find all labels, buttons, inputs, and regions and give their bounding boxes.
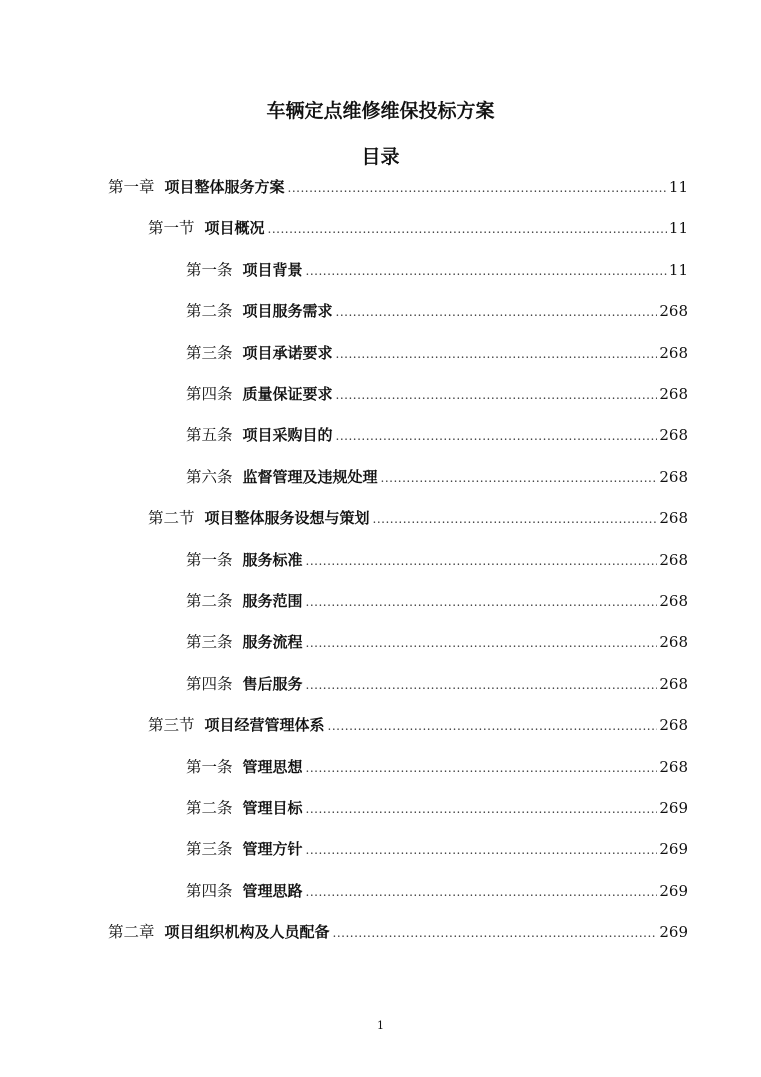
toc-entry-page: 268 xyxy=(659,509,688,528)
toc-dot-leader xyxy=(328,715,658,737)
toc-entry[interactable] xyxy=(186,631,688,653)
toc-entry[interactable] xyxy=(186,259,688,281)
toc-entry-page: 268 xyxy=(659,716,688,735)
toc-entry-title: 管理思路 xyxy=(242,881,303,900)
toc-dot-leader xyxy=(306,260,667,282)
toc-entry-page: 11 xyxy=(668,178,688,196)
toc-entry-number: 第三节 xyxy=(148,716,195,735)
toc-entry-number: 第二条 xyxy=(186,592,233,610)
toc-dot-leader xyxy=(381,467,658,489)
toc-entry[interactable] xyxy=(148,217,688,239)
toc-entry-page: 269 xyxy=(659,799,688,817)
toc-entry[interactable] xyxy=(148,714,688,736)
toc-dot-leader xyxy=(306,798,658,820)
toc-dot-leader xyxy=(306,881,658,903)
toc-dot-leader xyxy=(336,301,658,323)
toc-entry-page: 268 xyxy=(659,343,688,362)
toc-entry[interactable] xyxy=(186,590,688,612)
toc-entry-title: 服务标准 xyxy=(242,550,303,569)
toc-entry-page: 269 xyxy=(659,881,688,900)
toc-entry-page: 269 xyxy=(659,840,688,859)
toc-entry-title: 质量保证要求 xyxy=(242,385,333,403)
toc-entry-number: 第一条 xyxy=(186,260,233,279)
toc-entry-title: 服务流程 xyxy=(242,633,303,652)
toc-dot-leader xyxy=(268,218,667,240)
toc-entry-number: 第二条 xyxy=(186,302,233,321)
toc-entry[interactable] xyxy=(186,838,688,860)
toc-dot-leader xyxy=(306,757,658,779)
toc-entry-number: 第四条 xyxy=(186,385,233,403)
toc-entry-number: 第四条 xyxy=(186,674,233,693)
toc-entry-title: 项目组织机构及人员配备 xyxy=(164,923,330,942)
toc-entry-page: 268 xyxy=(659,592,688,610)
toc-dot-leader xyxy=(306,839,658,861)
toc-entry[interactable] xyxy=(108,176,688,198)
toc-dot-leader xyxy=(333,922,658,944)
toc-entry-title: 项目概况 xyxy=(204,219,265,238)
toc-entry[interactable] xyxy=(186,424,688,446)
toc-entry[interactable] xyxy=(186,342,688,364)
page-number: 1 xyxy=(377,1019,384,1032)
toc-entry-title: 项目背景 xyxy=(242,260,303,279)
toc-entry-title: 项目整体服务设想与策划 xyxy=(204,509,370,528)
toc-entry-number: 第三条 xyxy=(186,840,233,859)
document-title: 车辆定点维修维保投标方案 xyxy=(266,100,495,122)
toc-entry-title: 管理方针 xyxy=(242,840,303,859)
toc-entry-title: 项目采购目的 xyxy=(242,426,333,445)
toc-entry-page: 11 xyxy=(668,219,688,238)
toc-entry-page: 268 xyxy=(659,550,688,569)
toc-entry[interactable] xyxy=(186,756,688,778)
toc-dot-leader xyxy=(306,591,658,613)
toc-dot-leader xyxy=(336,384,658,406)
toc-entry[interactable] xyxy=(186,673,688,695)
toc-entry-page: 268 xyxy=(659,467,688,486)
toc-entry-page: 11 xyxy=(668,260,688,279)
toc-dot-leader xyxy=(336,343,658,365)
toc-entry-number: 第一章 xyxy=(108,178,155,196)
toc-entry-number: 第五条 xyxy=(186,426,233,445)
toc-entry-number: 第三条 xyxy=(186,633,233,652)
toc-entry[interactable] xyxy=(186,549,688,571)
toc-entry-page: 268 xyxy=(659,302,688,321)
toc-entry-number: 第二章 xyxy=(108,923,155,942)
toc-entry-title: 项目服务需求 xyxy=(242,302,333,321)
toc-entry-number: 第二节 xyxy=(148,509,195,528)
toc-dot-leader xyxy=(373,508,658,530)
toc-entry-title: 项目经营管理体系 xyxy=(204,716,325,735)
toc-heading: 目录 xyxy=(361,146,400,168)
toc-entry-title: 项目承诺要求 xyxy=(242,343,333,362)
toc-entry-page: 269 xyxy=(659,923,688,942)
toc-entry[interactable] xyxy=(148,507,688,529)
toc-entry-title: 监督管理及违规处理 xyxy=(242,467,378,486)
toc-entry-number: 第一节 xyxy=(148,219,195,238)
toc-dot-leader xyxy=(306,674,658,696)
toc-entry-page: 268 xyxy=(659,757,688,776)
toc-entry-title: 管理思想 xyxy=(242,757,303,776)
toc-entry-number: 第三条 xyxy=(186,343,233,362)
toc-entry[interactable] xyxy=(186,300,688,322)
toc-entry-number: 第一条 xyxy=(186,550,233,569)
toc-entry-title: 售后服务 xyxy=(242,674,303,693)
toc-entry[interactable] xyxy=(186,880,688,902)
toc-dot-leader xyxy=(306,632,658,654)
toc-entry-title: 管理目标 xyxy=(242,799,303,817)
toc-entry[interactable] xyxy=(186,383,688,405)
toc-entry-page: 268 xyxy=(659,385,688,403)
toc-entry-page: 268 xyxy=(659,633,688,652)
toc-dot-leader xyxy=(336,425,658,447)
toc-entry-number: 第六条 xyxy=(186,467,233,486)
toc-entry[interactable] xyxy=(108,921,688,943)
toc-entry-number: 第一条 xyxy=(186,757,233,776)
toc-entry-number: 第四条 xyxy=(186,881,233,900)
toc-entry-page: 268 xyxy=(659,426,688,445)
toc-dot-leader xyxy=(288,177,667,199)
toc-entry-number: 第二条 xyxy=(186,799,233,817)
toc-dot-leader xyxy=(306,550,658,572)
toc-entry[interactable] xyxy=(186,797,688,819)
toc-entry-title: 服务范围 xyxy=(242,592,303,610)
toc-entry-title: 项目整体服务方案 xyxy=(164,178,285,196)
toc-entry[interactable] xyxy=(186,466,688,488)
toc-entry-page: 268 xyxy=(659,674,688,693)
